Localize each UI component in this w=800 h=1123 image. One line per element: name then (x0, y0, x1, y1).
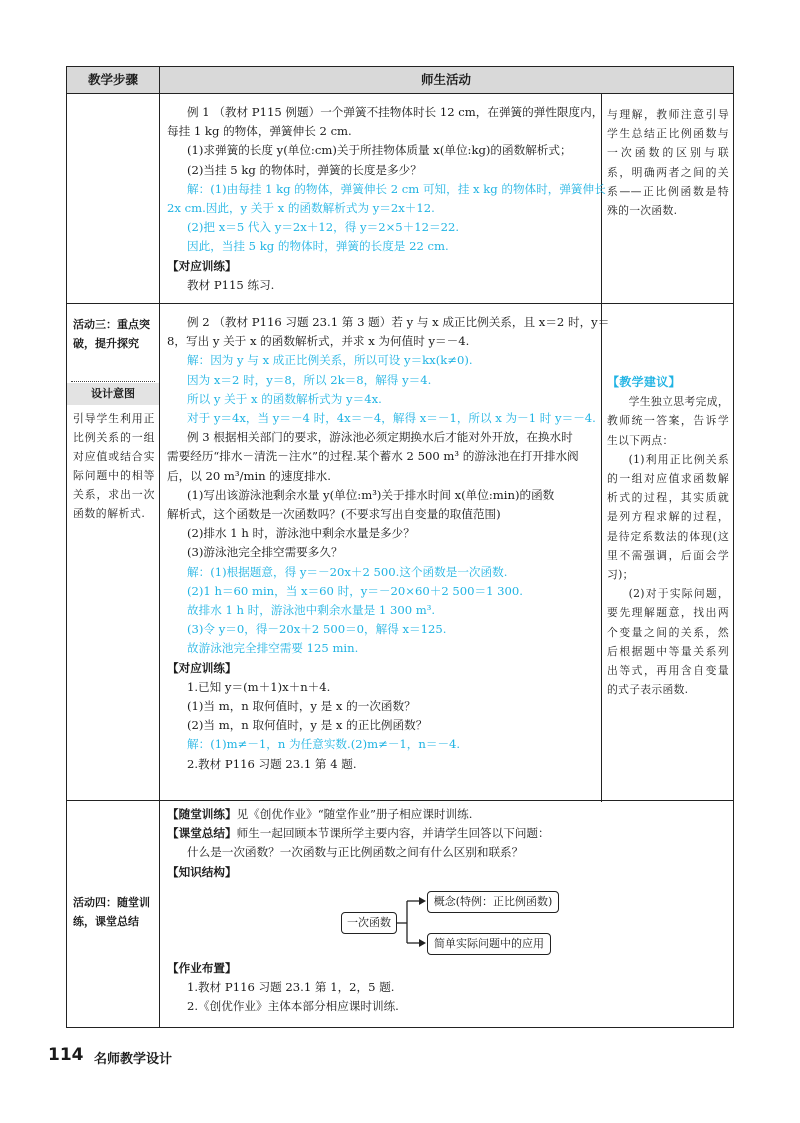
practice-answer: 解：(1)m≠－1，n 为任意实数.(2)m≠－1，n＝－4. (187, 737, 461, 752)
summary-question: 什么是一次函数？一次函数与正比例函数之间有什么区别和联系？ (187, 845, 524, 860)
row-divider-2 (67, 800, 733, 801)
diagram-branch-application: 简单实际问题中的应用 (427, 933, 551, 955)
example-3-line: 后，以 20 m³/min 的速度排水. (167, 468, 331, 483)
design-intent-text: 引导学生利用正比例关系的一组对应值或结合实际问题中的相等关系，求出一次函数的解析式. (73, 412, 155, 520)
example-1-answer: 因此，当挂 5 kg 的物体时，弹簧的长度是 22 cm. (187, 239, 449, 254)
example-2-answer: 所以 y 关于 x 的函数解析式为 y＝4x. (187, 391, 382, 406)
homework-block (167, 959, 727, 1017)
practice-text: 教材 P115 练习. (187, 277, 275, 292)
column-divider-left (159, 93, 160, 1027)
column-divider-right (601, 93, 602, 802)
practice-line: (2)当 m，n 取何值时，y 是 x 的正比例函数？ (187, 718, 428, 733)
example-3-answer: (2)1 h＝60 min，当 x＝60 时，y＝－20×60＋2 500＝1 300. (187, 583, 523, 598)
example-2-line: 8，写出 y 关于 x 的函数解析式，并求 x 为何值时 y＝－4. (167, 334, 470, 349)
side-note-1 (607, 105, 729, 220)
side-note-text: 与理解，教师注意引导学生总结正比例函数与一次函数的区别与联系，明确两者之间的关系——正比例函数是特殊的一次函数. (607, 108, 729, 218)
example-3-answer: (3)令 y＝0，得－20x＋2 500＝0，解得 x＝125. (187, 622, 447, 637)
homework-tag: 【作业布置】 (167, 961, 237, 975)
example-3-line: 例 3 根据相关部门的要求，游泳池必须定期换水后才能对外开放，在换水时 (187, 430, 573, 445)
example-2-answer: 解：因为 y 与 x 成正比例关系，所以可设 y＝kx(k≠0). (187, 353, 473, 368)
practice-line: (1)当 m，n 取何值时，y 是 x 的一次函数？ (187, 699, 416, 714)
example-3-line: (3)游泳池完全排空需要多久？ (187, 545, 343, 560)
example-3-answer: 故排水 1 h 时，游泳池中剩余水量是 1 300 m³. (187, 603, 436, 618)
lesson-table (66, 66, 734, 1028)
activity-4-label (73, 893, 155, 931)
class-summary-tag: 【课堂总结】 (167, 826, 237, 841)
example-1-answer: (2)把 x＝5 代入 y＝2x＋12，得 y＝2×5＋12＝22. (187, 220, 460, 235)
practice-line: 2.教材 P116 习题 23.1 第 4 题. (187, 756, 357, 771)
activity-3-label (73, 315, 155, 353)
example-2-line: 例 2 （教材 P116 习题 23.1 第 3 题）若 y 与 x 成正比例关系，且 x＝2 时，y＝ (187, 315, 610, 329)
in-class-practice-text: 见《创优作业》“随堂作业”册子相应课时训练. (236, 807, 473, 821)
teaching-suggestion-p1: 学生独立思考完成，教师统一答案，告诉学生以下两点： (607, 395, 729, 447)
example-2-answer: 因为 x＝2 时，y＝8，所以 2k＝8，解得 y＝4. (187, 372, 432, 387)
example-1-line: (1)求弹簧的长度 y(单位:cm)关于所挂物体质量 x(单位:kg)的函数解析式； (187, 143, 572, 158)
examples-2-3-block (167, 313, 610, 774)
in-class-practice-tag: 【随堂训练】 (167, 807, 237, 821)
homework-item: 1.教材 P116 习题 23.1 第 1，2，5 题. (187, 980, 395, 995)
teaching-suggestion-p3: (2)对于实际问题，要先理解题意，找出两个变量之间的关系，然后根据题中等量关系列出等式，再用含自变量的式子表示函数. (607, 587, 729, 697)
header-activities: 师生活动 (420, 72, 471, 87)
example-3-answer: 故游泳池完全排空需要 125 min. (187, 641, 359, 656)
header-steps: 教学步骤 (67, 67, 160, 93)
example-3-line: 解析式，这个函数是一次函数吗？(不要求写出自变量的取值范围) (167, 507, 501, 522)
teaching-suggestion-p2: (1)利用正比例关系的一组对应值求函数解析式的过程，其实质就是列方程求解的过程，是待定系数法的体现(这里不需强调，后面会学习)； (607, 452, 729, 582)
example-1-answer: 2x cm.因此，y 关于 x 的函数解析式为 y＝2x＋12. (167, 201, 435, 216)
activity-3-title: 活动三：重点突破，提升探究 (73, 318, 150, 350)
activity-4-title: 活动四：随堂训练，课堂总结 (73, 896, 150, 928)
example-1-line: 例 1 （教材 P115 例题）一个弹簧不挂物体时长 12 cm，在弹簧的弹性限度内， (187, 105, 604, 119)
book-title: 名师教学设计 (94, 1052, 173, 1067)
practice-title: 【对应训练】 (167, 660, 237, 675)
example-3-line: (1)写出该游泳池剩余水量 y(单位:m³)关于排水时间 x(单位:min)的函数 (187, 487, 555, 502)
diagram-branch-concept: 概念(特例：正比例函数) (427, 891, 559, 913)
knowledge-structure-tag: 【知识结构】 (167, 864, 237, 879)
example-1-line: 每挂 1 kg 的物体，弹簧伸长 2 cm. (167, 124, 352, 139)
example-1-line: (2)当挂 5 kg 的物体时，弹簧的长度是多少？ (187, 162, 422, 177)
table-header (67, 67, 733, 94)
example-2-answer: 对于 y＝4x，当 y＝－4 时，4x＝－4，解得 x＝－1，所以 x 为－1 时 y＝－4. (187, 411, 596, 426)
example-1-block (167, 103, 606, 295)
example-1-answer: 解：(1)由每挂 1 kg 的物体，弹簧伸长 2 cm 可知，挂 x kg 的物体时，弹簧伸长 (187, 181, 606, 196)
arrowhead-icon (419, 939, 426, 947)
design-intent-title: 设计意图 (67, 383, 159, 405)
row-divider-1 (67, 303, 733, 304)
class-summary-text: 师生一起回顾本节课所学主要内容，并请学生回答以下问题： (236, 826, 550, 841)
summary-block (167, 805, 727, 882)
teaching-suggestion (607, 373, 729, 699)
homework-item: 2.《创优作业》主体本部分相应课时训练. (187, 999, 399, 1014)
dotted-divider (71, 381, 155, 382)
page-number: 114 (48, 1045, 84, 1065)
example-3-line: 需要经历“排水－清洗－注水”的过程.某个蓄水 2 500 m³ 的游泳池在打开排水阀 (167, 449, 579, 464)
example-3-answer: 解：(1)根据题意，得 y＝－20x＋2 500.这个函数是一次函数. (187, 564, 508, 579)
diagram-root: 一次函数 (341, 912, 397, 934)
teaching-suggestion-title: 【教学建议】 (607, 375, 681, 389)
practice-title: 【对应训练】 (167, 258, 237, 273)
example-3-line: (2)排水 1 h 时，游泳池中剩余水量是多少？ (187, 526, 415, 541)
arrowhead-icon (419, 897, 426, 905)
practice-line: 1.已知 y＝(m＋1)x＋n＋4. (187, 679, 331, 694)
